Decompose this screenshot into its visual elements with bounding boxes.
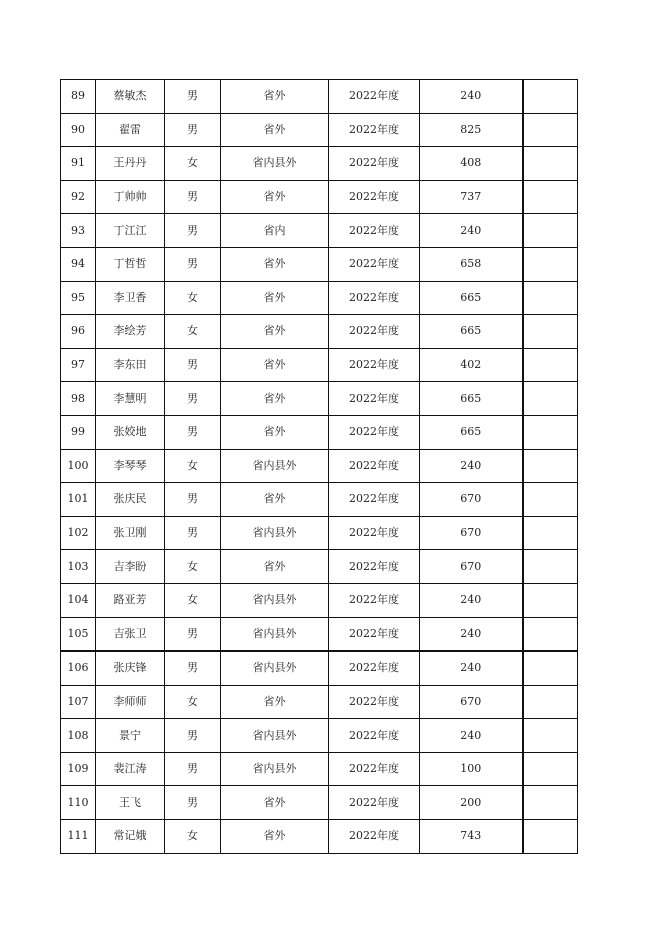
cell-number: 92	[61, 180, 96, 214]
cell-note	[523, 113, 578, 147]
cell-gender: 男	[165, 214, 221, 248]
cell-amount: 240	[420, 583, 523, 617]
cell-year: 2022年度	[329, 651, 420, 685]
table-row	[61, 180, 578, 214]
cell-note	[523, 685, 578, 719]
cell-note	[523, 651, 578, 685]
cell-amount: 665	[420, 315, 523, 349]
cell-number: 96	[61, 315, 96, 349]
cell-gender: 男	[165, 348, 221, 382]
cell-number: 111	[61, 820, 96, 854]
cell-year: 2022年度	[329, 483, 420, 517]
cell-origin: 省外	[221, 247, 329, 281]
cell-name: 路亚芳	[96, 583, 165, 617]
table-row	[61, 651, 578, 685]
cell-note	[523, 483, 578, 517]
cell-note	[523, 752, 578, 786]
cell-gender: 男	[165, 180, 221, 214]
table-row	[61, 315, 578, 349]
cell-number: 93	[61, 214, 96, 248]
cell-gender: 男	[165, 247, 221, 281]
cell-name: 张庆民	[96, 483, 165, 517]
cell-name: 李慧明	[96, 382, 165, 416]
cell-amount: 825	[420, 113, 523, 147]
cell-gender: 男	[165, 80, 221, 114]
cell-number: 103	[61, 550, 96, 584]
cell-name: 王飞	[96, 786, 165, 820]
cell-gender: 女	[165, 685, 221, 719]
cell-note	[523, 315, 578, 349]
cell-name: 丁哲哲	[96, 247, 165, 281]
table-row	[61, 247, 578, 281]
cell-amount: 658	[420, 247, 523, 281]
cell-origin: 省内县外	[221, 752, 329, 786]
cell-number: 95	[61, 281, 96, 315]
cell-name: 吉李盼	[96, 550, 165, 584]
table-row	[61, 80, 578, 114]
cell-number: 89	[61, 80, 96, 114]
cell-origin: 省内县外	[221, 147, 329, 181]
cell-amount: 665	[420, 281, 523, 315]
cell-origin: 省外	[221, 113, 329, 147]
cell-year: 2022年度	[329, 147, 420, 181]
cell-name: 张庆锋	[96, 651, 165, 685]
cell-number: 107	[61, 685, 96, 719]
cell-gender: 女	[165, 281, 221, 315]
cell-number: 110	[61, 786, 96, 820]
cell-year: 2022年度	[329, 315, 420, 349]
cell-number: 100	[61, 449, 96, 483]
table-row	[61, 516, 578, 550]
cell-note	[523, 516, 578, 550]
table-row	[61, 820, 578, 854]
cell-origin: 省外	[221, 786, 329, 820]
cell-note	[523, 719, 578, 753]
cell-gender: 男	[165, 752, 221, 786]
cell-origin: 省内县外	[221, 449, 329, 483]
cell-year: 2022年度	[329, 550, 420, 584]
cell-number: 98	[61, 382, 96, 416]
table-row	[61, 550, 578, 584]
cell-origin: 省外	[221, 820, 329, 854]
table-row	[61, 348, 578, 382]
table-row	[61, 147, 578, 181]
cell-name: 丁江江	[96, 214, 165, 248]
cell-origin: 省外	[221, 685, 329, 719]
cell-amount: 743	[420, 820, 523, 854]
cell-origin: 省外	[221, 415, 329, 449]
cell-origin: 省外	[221, 281, 329, 315]
cell-name: 景宁	[96, 719, 165, 753]
cell-note	[523, 449, 578, 483]
table-row	[61, 449, 578, 483]
cell-note	[523, 180, 578, 214]
cell-gender: 女	[165, 583, 221, 617]
cell-number: 101	[61, 483, 96, 517]
table-row	[61, 583, 578, 617]
cell-year: 2022年度	[329, 786, 420, 820]
cell-name: 蔡敏杰	[96, 80, 165, 114]
cell-year: 2022年度	[329, 820, 420, 854]
cell-gender: 女	[165, 550, 221, 584]
cell-year: 2022年度	[329, 281, 420, 315]
cell-year: 2022年度	[329, 516, 420, 550]
cell-origin: 省内县外	[221, 617, 329, 651]
cell-number: 102	[61, 516, 96, 550]
cell-name: 王丹丹	[96, 147, 165, 181]
cell-note	[523, 786, 578, 820]
cell-name: 李绘芳	[96, 315, 165, 349]
cell-amount: 665	[420, 415, 523, 449]
cell-origin: 省内	[221, 214, 329, 248]
cell-name: 张卫刚	[96, 516, 165, 550]
cell-note	[523, 147, 578, 181]
cell-amount: 670	[420, 483, 523, 517]
cell-note	[523, 80, 578, 114]
cell-year: 2022年度	[329, 382, 420, 416]
cell-gender: 男	[165, 786, 221, 820]
cell-name: 李师师	[96, 685, 165, 719]
cell-amount: 670	[420, 516, 523, 550]
cell-origin: 省外	[221, 315, 329, 349]
data-table	[60, 79, 578, 854]
cell-origin: 省外	[221, 180, 329, 214]
cell-number: 105	[61, 617, 96, 651]
cell-note	[523, 583, 578, 617]
cell-amount: 240	[420, 651, 523, 685]
cell-gender: 男	[165, 651, 221, 685]
cell-gender: 男	[165, 516, 221, 550]
cell-year: 2022年度	[329, 752, 420, 786]
cell-number: 91	[61, 147, 96, 181]
cell-origin: 省外	[221, 348, 329, 382]
cell-number: 90	[61, 113, 96, 147]
cell-note	[523, 281, 578, 315]
cell-origin: 省外	[221, 483, 329, 517]
cell-origin: 省内县外	[221, 516, 329, 550]
cell-amount: 737	[420, 180, 523, 214]
table-row	[61, 483, 578, 517]
cell-name: 李卫香	[96, 281, 165, 315]
cell-amount: 240	[420, 80, 523, 114]
cell-amount: 200	[420, 786, 523, 820]
cell-amount: 670	[420, 685, 523, 719]
cell-year: 2022年度	[329, 113, 420, 147]
cell-gender: 女	[165, 449, 221, 483]
cell-note	[523, 550, 578, 584]
cell-note	[523, 820, 578, 854]
cell-name: 李琴琴	[96, 449, 165, 483]
cell-gender: 男	[165, 617, 221, 651]
cell-year: 2022年度	[329, 415, 420, 449]
cell-origin: 省内县外	[221, 719, 329, 753]
cell-year: 2022年度	[329, 80, 420, 114]
cell-amount: 402	[420, 348, 523, 382]
cell-gender: 女	[165, 147, 221, 181]
cell-gender: 男	[165, 113, 221, 147]
cell-name: 翟雷	[96, 113, 165, 147]
cell-number: 104	[61, 583, 96, 617]
cell-gender: 女	[165, 820, 221, 854]
table-body	[61, 80, 578, 854]
cell-origin: 省外	[221, 80, 329, 114]
cell-note	[523, 617, 578, 651]
cell-number: 106	[61, 651, 96, 685]
table-row	[61, 214, 578, 248]
cell-year: 2022年度	[329, 180, 420, 214]
cell-name: 裴江涛	[96, 752, 165, 786]
cell-amount: 100	[420, 752, 523, 786]
cell-year: 2022年度	[329, 214, 420, 248]
cell-gender: 男	[165, 483, 221, 517]
cell-amount: 240	[420, 214, 523, 248]
cell-year: 2022年度	[329, 685, 420, 719]
table-row	[61, 617, 578, 651]
cell-amount: 240	[420, 617, 523, 651]
cell-name: 李东田	[96, 348, 165, 382]
cell-origin: 省外	[221, 382, 329, 416]
cell-origin: 省内县外	[221, 583, 329, 617]
table-row	[61, 113, 578, 147]
cell-name: 常记娥	[96, 820, 165, 854]
table-row	[61, 415, 578, 449]
cell-note	[523, 247, 578, 281]
cell-number: 97	[61, 348, 96, 382]
cell-gender: 男	[165, 382, 221, 416]
cell-year: 2022年度	[329, 449, 420, 483]
cell-note	[523, 348, 578, 382]
cell-gender: 男	[165, 415, 221, 449]
cell-year: 2022年度	[329, 348, 420, 382]
cell-gender: 男	[165, 719, 221, 753]
cell-note	[523, 382, 578, 416]
table-row	[61, 752, 578, 786]
cell-note	[523, 415, 578, 449]
table-row	[61, 281, 578, 315]
cell-origin: 省外	[221, 550, 329, 584]
cell-amount: 665	[420, 382, 523, 416]
cell-name: 张姣地	[96, 415, 165, 449]
cell-number: 94	[61, 247, 96, 281]
cell-number: 109	[61, 752, 96, 786]
table-row	[61, 786, 578, 820]
cell-gender: 女	[165, 315, 221, 349]
table-row	[61, 719, 578, 753]
cell-number: 99	[61, 415, 96, 449]
cell-amount: 240	[420, 719, 523, 753]
cell-year: 2022年度	[329, 719, 420, 753]
cell-amount: 670	[420, 550, 523, 584]
cell-year: 2022年度	[329, 247, 420, 281]
table-row	[61, 382, 578, 416]
cell-number: 108	[61, 719, 96, 753]
cell-amount: 408	[420, 147, 523, 181]
cell-note	[523, 214, 578, 248]
cell-origin: 省内县外	[221, 651, 329, 685]
cell-name: 吉张卫	[96, 617, 165, 651]
cell-amount: 240	[420, 449, 523, 483]
cell-year: 2022年度	[329, 583, 420, 617]
cell-year: 2022年度	[329, 617, 420, 651]
cell-name: 丁帅帅	[96, 180, 165, 214]
table-row	[61, 685, 578, 719]
